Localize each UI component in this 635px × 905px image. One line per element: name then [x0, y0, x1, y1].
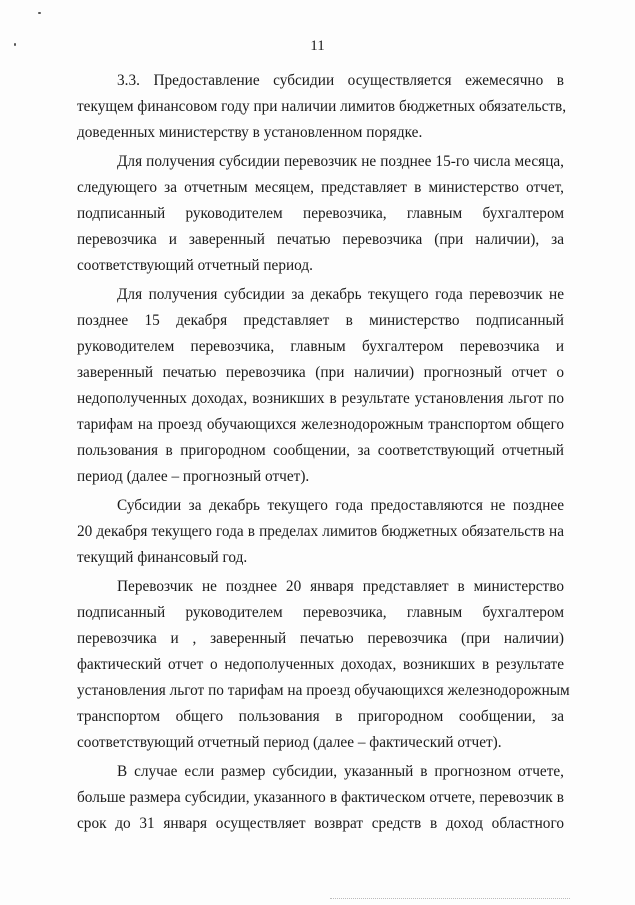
text-line: В случае если размер субсидии, указанный в прогнозном отчете,	[117, 763, 564, 780]
text-line: фактический отчет о недополученных доходах, возникших в результате	[77, 656, 564, 673]
text-line: текущий финансовый год.	[77, 549, 248, 566]
text-line: соответствующий отчетный период.	[77, 257, 313, 274]
text-line: перевозчика и , заверенный печатью перевозчика (при наличии)	[77, 630, 564, 647]
scan-edge	[330, 898, 570, 900]
text-line: подписанный руководителем перевозчика, главным бухгалтером	[77, 604, 564, 621]
text-line: больше размера субсидии, указанного в фактическом отчете, перевозчик в	[77, 789, 564, 806]
text-line: заверенный печатью перевозчика (при наличии) прогнозный отчет о	[77, 364, 564, 381]
scan-speck	[38, 12, 41, 14]
paragraph-refund	[77, 759, 564, 837]
text-line: период (далее – прогнозный отчет).	[77, 468, 310, 485]
text-line: текущем финансовом году при наличии лимитов бюджетных обязательств,	[77, 98, 567, 115]
text-line: Субсидии за декабрь текущего года предоставляются не позднее	[117, 497, 564, 514]
page-number: 11	[310, 38, 325, 54]
text-line: пользования в пригородном сообщении, за соответствующий отчетный	[77, 442, 564, 459]
text-line: недополученных доходах, возникших в результате установления льгот по	[77, 390, 564, 407]
text-line: руководителем перевозчика, главным бухгалтером перевозчика и	[77, 338, 564, 355]
paragraph-december-forecast	[77, 282, 564, 490]
paragraph-report-deadline	[77, 149, 564, 279]
text-line: срок до 31 января осуществляет возврат средств в доход областного	[77, 815, 564, 832]
text-line: 20 декабря текущего года в пределах лимитов бюджетных обязательств на	[77, 523, 564, 540]
text-line: тарифам на проезд обучающихся железнодорожным транспортом общего	[77, 416, 564, 433]
paragraph-december-subsidy	[77, 493, 564, 571]
text-line: соответствующий отчетный период (далее – фактический отчет).	[77, 734, 502, 751]
text-line: Для получения субсидии за декабрь текущего года перевозчик не	[117, 286, 564, 303]
text-line: следующего за отчетным месяцем, представляет в министерство отчет,	[77, 179, 564, 196]
text-line: позднее 15 декабря представляет в министерство подписанный	[77, 312, 564, 329]
paragraph-actual-report	[77, 574, 570, 756]
text-line: транспортом общего пользования в пригородном сообщении, за	[77, 708, 564, 725]
paragraph-3-3	[77, 68, 567, 146]
text-line: перевозчика и заверенный печатью перевозчика (при наличии), за	[77, 231, 564, 248]
text-line: 3.3. Предоставление субсидии осуществляется ежемесячно в	[117, 72, 564, 89]
text-line: Для получения субсидии перевозчик не позднее 15-го числа месяца,	[117, 153, 564, 170]
text-line: Перевозчик не позднее 20 января представляет в министерство	[117, 578, 564, 595]
document-body	[77, 68, 570, 840]
text-line: установления льгот по тарифам на проезд обучающихся железнодорожным	[77, 682, 570, 699]
text-line: подписанный руководителем перевозчика, главным бухгалтером	[77, 205, 564, 222]
text-line: доведенных министерству в установленном порядке.	[77, 124, 423, 141]
